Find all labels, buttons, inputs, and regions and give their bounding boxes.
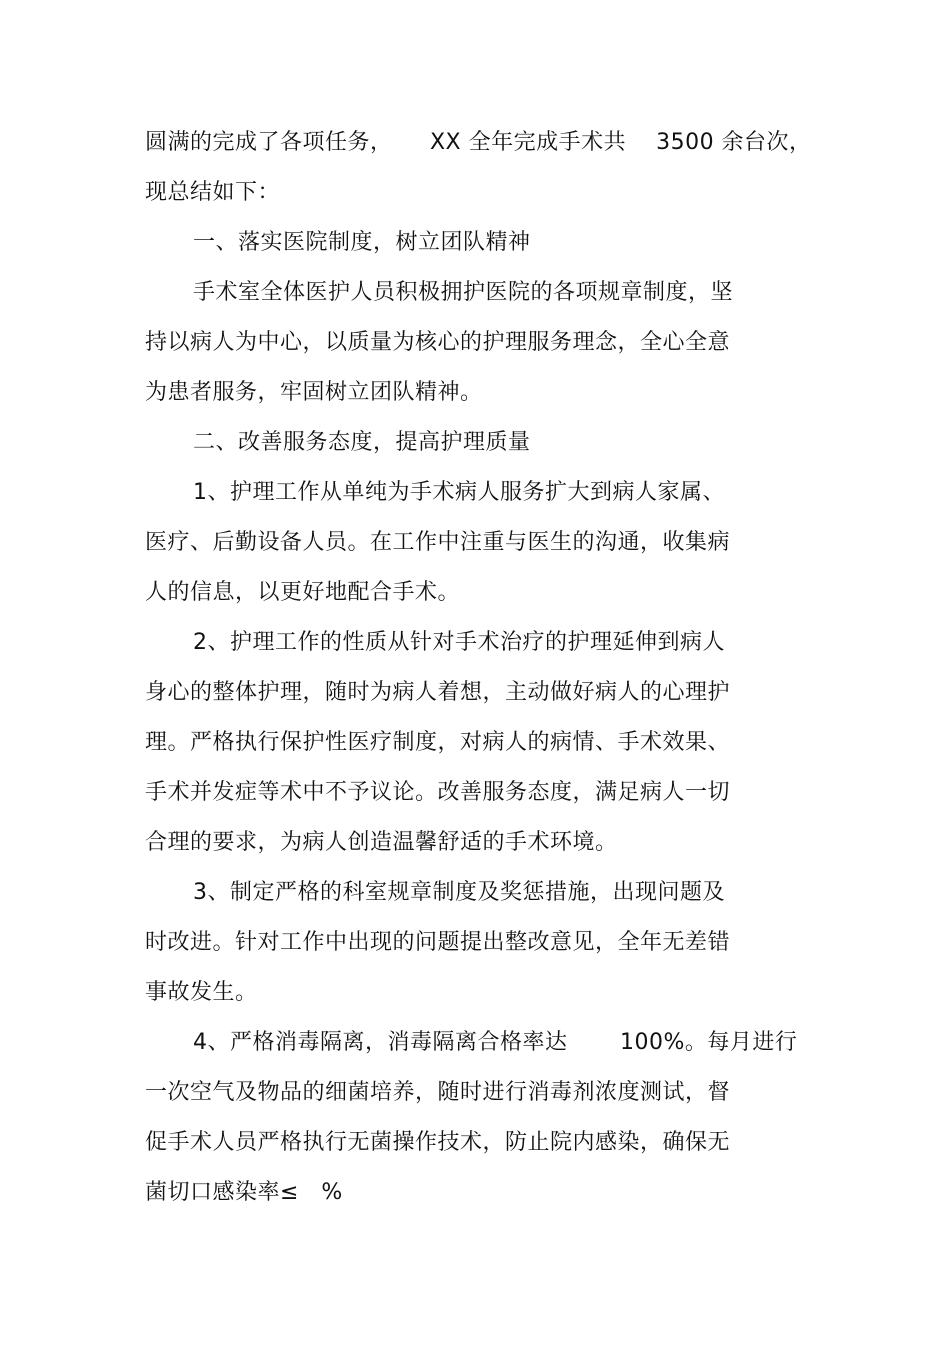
text-line-20: 一次空气及物品的细菌培养，随时进行消毒剂浓度测试，督 [145, 1080, 731, 1105]
text-line-22: 菌切口感染率≤ % [145, 1180, 343, 1205]
text-line-14: 手术并发症等术中不予议论。改善服务态度，满足病人一切 [145, 780, 731, 805]
text-line-21: 促手术人员严格执行无菌操作技术，防止院内感染，确保无 [145, 1130, 731, 1155]
text-line-19: 4、严格消毒隔离，消毒隔离合格率达 100%。每月进行 [193, 1030, 798, 1055]
text-line-17: 时改进。针对工作中出现的问题提出整改意见，全年无差错 [145, 930, 731, 955]
text-line-1: 圆满的完成了各项任务， XX 全年完成手术共 3500 余台次， [145, 130, 812, 155]
text-line-15: 合理的要求，为病人创造温馨舒适的手术环境。 [145, 830, 618, 855]
text-line-13: 理。严格执行保护性医疗制度，对病人的病情、手术效果、 [145, 730, 731, 755]
text-line-18: 事故发生。 [145, 980, 258, 1005]
text-line-12: 身心的整体护理，随时为病人着想，主动做好病人的心理护 [145, 680, 731, 705]
text-line-4: 手术室全体医护人员积极拥护医院的各项规章制度，坚 [193, 280, 734, 305]
text-line-6: 为患者服务，牢固树立团队精神。 [145, 380, 483, 405]
text-line-2: 现总结如下： [145, 180, 281, 205]
text-line-10: 人的信息，以更好地配合手术。 [145, 580, 461, 605]
text-line-9: 医疗、后勤设备人员。在工作中注重与医生的沟通，收集病 [145, 530, 731, 555]
text-line-16: 3、制定严格的科室规章制度及奖惩措施，出现问题及 [193, 880, 725, 905]
text-line-5: 持以病人为中心，以质量为核心的护理服务理念，全心全意 [145, 330, 731, 355]
section-heading-1: 一、落实医院制度，树立团队精神 [193, 230, 531, 255]
text-line-8: 1、护理工作从单纯为手术病人服务扩大到病人家属、 [193, 480, 725, 505]
text-line-11: 2、护理工作的性质从针对手术治疗的护理延伸到病人 [193, 630, 725, 655]
section-heading-2: 二、改善服务态度，提高护理质量 [193, 430, 531, 455]
